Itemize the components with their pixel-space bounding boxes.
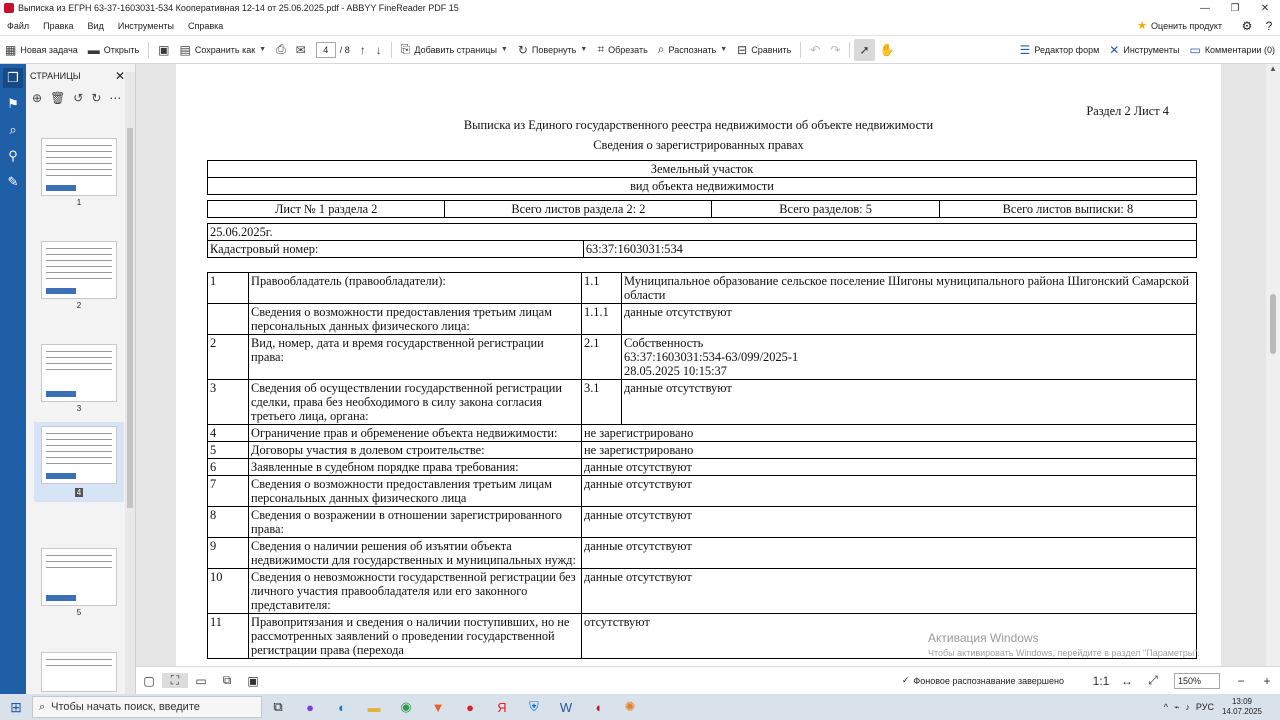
document-date: 25.06.2025г. (208, 224, 1197, 241)
volume-icon[interactable]: ♪ (1185, 702, 1190, 712)
defender-icon[interactable]: ⛨ (529, 699, 539, 714)
row-value: данные отсутствуют (622, 304, 1197, 335)
bookmarks-icon[interactable]: ⚑ (7, 96, 19, 111)
scrollbar-thumb[interactable] (1270, 294, 1276, 354)
row-value: отсутствуют (582, 614, 1197, 659)
pages-panel-tools (26, 88, 135, 108)
form-editor-button[interactable] (1015, 43, 1105, 57)
watermark-title: Активация Windows (928, 631, 1039, 645)
add-pages-label: Добавить страницы (414, 44, 497, 55)
scrollbar-thumb[interactable] (127, 128, 133, 508)
cadastral-label: Кадастровый номер: (208, 241, 584, 258)
thumbnail-number: 2 (76, 301, 82, 310)
file-explorer-icon[interactable]: ▬ (367, 699, 381, 715)
row-number: 3 (208, 380, 249, 425)
row-subnumber: 3.1 (582, 380, 622, 425)
page-thumbnail[interactable] (34, 548, 124, 617)
add-page-icon[interactable]: ⊕ (32, 91, 43, 105)
form-editor-label: Редактор форм (1034, 44, 1100, 55)
row-number: 7 (208, 476, 249, 507)
pages-panel-icon[interactable]: ❐ (3, 68, 23, 88)
page-thumbnail[interactable] (34, 138, 124, 207)
row-number: 9 (208, 538, 249, 569)
crop-label: Обрезать (608, 44, 648, 55)
app-logo-icon (4, 3, 14, 13)
redo-button[interactable] (825, 43, 845, 57)
clock-date: 14.07.2025 (1221, 707, 1262, 716)
language-indicator[interactable]: РУС (1195, 702, 1214, 712)
tools-label: Инструменты (1123, 44, 1180, 55)
page-thumbnail-current[interactable] (34, 422, 124, 502)
folder-icon: ▬ (87, 42, 100, 57)
windows-taskbar (0, 694, 1280, 720)
table-row (208, 442, 1197, 459)
recognize-button[interactable] (653, 42, 732, 57)
page-thumbnail[interactable] (34, 241, 124, 310)
compare-icon: ⊟ (737, 42, 748, 57)
row-label: Заявленные в судебном порядке права требования: (249, 459, 582, 476)
thumbnail-image (41, 426, 117, 484)
watermark-text: Чтобы активировать Windows, перейдите в раздел "Параметры". (928, 648, 1200, 658)
row-number: 5 (208, 442, 249, 459)
table-row (208, 538, 1197, 569)
row-label: Договоры участия в долевом строительстве: (249, 442, 582, 459)
help-icon[interactable]: ? (1265, 18, 1273, 33)
page-number-input[interactable]: 4 (316, 42, 336, 58)
chevron-down-icon: ▼ (500, 46, 508, 53)
row-value: Собственность 63:37:1603031:534-63/099/2025-1 28.05.2025 10:15:37 (622, 335, 1197, 380)
row-value: данные отсутствуют (582, 538, 1197, 569)
thumbnail-image (41, 241, 117, 299)
table-row (208, 335, 1197, 380)
object-type-caption: вид объекта недвижимости (208, 178, 1197, 195)
table-row (208, 476, 1197, 507)
row-subnumber: 1.1.1 (582, 304, 622, 335)
sheet-info-cell: Лист № 1 раздела 2 (208, 201, 445, 218)
table-row (208, 304, 1197, 335)
taskbar-search-placeholder: Чтобы начать поиск, введите (51, 701, 200, 713)
cadastral-table (207, 223, 1197, 258)
print-button[interactable] (271, 42, 291, 57)
start-icon[interactable]: ⊞ (10, 698, 22, 715)
word-icon[interactable]: W (559, 699, 573, 715)
row-subnumber: 2.1 (582, 335, 622, 380)
actual-size-button[interactable]: 1:1 (1092, 673, 1110, 688)
close-window-button[interactable]: ✕ (1260, 2, 1270, 14)
search-icon[interactable]: ⌕ (9, 122, 17, 137)
maximize-button[interactable]: ❐ (1230, 2, 1240, 14)
row-label: Вид, номер, дата и время государственной регистрации права: (249, 335, 582, 380)
save-as-label: Сохранить как (194, 44, 256, 55)
row-value: данные отсутствуют (582, 569, 1197, 614)
close-icon[interactable]: ✕ (114, 69, 125, 83)
chevron-down-icon: ▼ (259, 46, 267, 53)
scroll-view-icon[interactable]: ⧉ (222, 673, 232, 687)
row-label: Сведения о возможности предоставления третьим лицам персональных данных физического лица (249, 476, 582, 507)
hand-tool-button[interactable] (875, 43, 900, 57)
row-value: данные отсутствуют (582, 507, 1197, 538)
add-pages-button[interactable] (396, 42, 513, 57)
menu-view[interactable]: Вид (87, 20, 104, 31)
left-rail (0, 64, 26, 694)
row-value: не зарегистрировано (582, 425, 1197, 442)
new-task-button[interactable] (0, 43, 83, 57)
thumbnail-image (41, 548, 117, 606)
two-page-icon[interactable]: ▭ (195, 673, 207, 688)
page-thumbnail[interactable] (34, 344, 124, 413)
wrench-icon: ✕ (1109, 42, 1120, 57)
chevron-down-icon: ▼ (580, 46, 588, 53)
row-value: Муниципальное образование сельское поселение Шигоны муниципального района Шигонский Самарской области (622, 273, 1197, 304)
rotate-button[interactable] (513, 43, 592, 57)
grid-icon: ▦ (5, 42, 17, 57)
search-icon: ⌕ (39, 700, 46, 713)
redo-icon: ↷ (830, 42, 841, 57)
sheet-info-cell: Всего листов выписки: 8 (939, 201, 1196, 218)
star-icon: ★ (1137, 20, 1148, 32)
row-value: данные отсутствуют (622, 380, 1197, 425)
sheet-info-cell: Всего листов раздела 2: 2 (445, 201, 712, 218)
row-label: Сведения об осуществлении государственной регистрации сделки, права без необходимого в силу закона согласия третьего лица, органа: (249, 380, 582, 425)
table-row (208, 569, 1197, 614)
compare-button[interactable] (732, 43, 796, 57)
save-icon: ▣ (158, 42, 170, 57)
undo-icon: ↶ (810, 42, 821, 57)
previous-page-button[interactable] (355, 43, 371, 57)
row-value: не зарегистрировано (582, 442, 1197, 459)
sheet-info-cell: Всего разделов: 5 (712, 201, 939, 218)
window-titlebar (0, 0, 1280, 16)
thumbnail-image (41, 344, 117, 402)
row-number (208, 304, 249, 335)
section-label: Раздел 2 Лист 4 (1086, 104, 1169, 118)
row-label: Ограничение прав и обременение объекта недвижимости: (249, 425, 582, 442)
row-label: Сведения о невозможности государственной регистрации без личного участия правообладателя или его законного представителя: (249, 569, 582, 614)
pages-panel-title: СТРАНИЦЫ (30, 71, 81, 81)
row-number: 4 (208, 425, 249, 442)
recognition-status (902, 675, 1064, 686)
toolbar-divider (849, 42, 850, 58)
delete-icon[interactable]: 🗑 (50, 91, 66, 105)
pages-panel (26, 64, 136, 694)
fit-view-icon[interactable]: ⛶ (162, 673, 188, 688)
menu-file[interactable]: Файл (7, 20, 30, 31)
row-subnumber: 1.1 (582, 273, 622, 304)
row-label: Правообладатель (правообладатели): (249, 273, 582, 304)
row-value: данные отсутствуют (582, 459, 1197, 476)
save-as-button[interactable] (175, 43, 272, 57)
rate-product-label: Оценить продукт (1151, 20, 1222, 31)
cadastral-value: 63:37:1603031:534 (583, 241, 1196, 258)
row-number: 2 (208, 335, 249, 380)
viewer-scrollbar[interactable] (1266, 64, 1280, 666)
row-label: Правопритязания и сведения о наличии поступивших, но не рассмотренных заявлений о проведении государственной регистрации права (перехода (249, 614, 582, 659)
row-number: 8 (208, 507, 249, 538)
arrow-down-icon: ↓ (375, 42, 382, 57)
comments-label: Комментарии (0) (1204, 44, 1275, 55)
page-thumbnail[interactable] (34, 652, 124, 692)
toolbar-divider (148, 42, 149, 58)
status-bar (136, 666, 1280, 694)
open-button[interactable] (83, 43, 144, 57)
taskbar-search[interactable] (32, 696, 262, 718)
network-icon[interactable]: ⌁ (1174, 701, 1180, 712)
yandex-icon[interactable]: Я (497, 699, 507, 715)
comment-icon: ▭ (1189, 42, 1201, 57)
clock-time: 13:09 (1231, 697, 1252, 706)
system-tray (1164, 702, 1214, 713)
menu-bar (0, 16, 1280, 36)
document-viewer[interactable] (136, 64, 1266, 666)
hand-icon: ✋ (879, 42, 895, 57)
taskbar-clock[interactable] (1222, 697, 1262, 717)
pages-panel-header (26, 64, 135, 88)
rotate-icon: ↻ (517, 42, 528, 57)
toolbar-divider (391, 42, 392, 58)
select-tool-button[interactable] (854, 39, 874, 61)
presentation-icon[interactable]: ▣ (247, 673, 259, 688)
recognition-status-text: Фоновое распознавание завершено (913, 675, 1064, 686)
copilot-icon[interactable]: ● (306, 699, 314, 715)
thumbnail-image (41, 138, 117, 196)
printer-icon: ⎙ (276, 42, 286, 56)
rights-table (207, 272, 1197, 659)
finereader-icon[interactable]: ◖ (594, 699, 602, 715)
zoom-out-icon[interactable]: − (1237, 673, 1245, 688)
row-number: 10 (208, 569, 249, 614)
task-view-icon[interactable]: ⧉ (273, 699, 283, 714)
attachments-icon[interactable]: ⚲ (8, 148, 18, 163)
sheet-info-table (207, 200, 1197, 218)
table-row (208, 273, 1197, 304)
rotate-label: Повернуть (531, 44, 577, 55)
row-label: Сведения о возражении в отношении зарегистрированного права: (249, 507, 582, 538)
menu-tools[interactable]: Инструменты (117, 20, 174, 31)
page-navigator (311, 42, 355, 58)
next-page-button[interactable] (371, 43, 387, 57)
page-view-icon[interactable]: ▢ (143, 673, 155, 688)
tools-button[interactable] (1104, 43, 1184, 57)
thumbnail-number: 3 (76, 404, 82, 413)
envelope-icon: ✉ (295, 42, 306, 57)
fit-width-icon[interactable]: ↔ (1121, 673, 1133, 688)
email-button[interactable] (291, 43, 311, 57)
signatures-icon[interactable]: ✎ (7, 174, 19, 189)
crop-icon: ⌗ (597, 42, 605, 56)
fit-page-icon[interactable]: ⤢ (1148, 673, 1158, 687)
crop-button[interactable] (592, 42, 652, 57)
brave-icon[interactable]: ▼ (431, 699, 445, 715)
comments-button[interactable] (1184, 43, 1280, 57)
chrome-icon[interactable]: ◉ (400, 699, 412, 714)
chevron-down-icon: ▼ (720, 46, 728, 53)
object-type: Земельный участок (208, 161, 1197, 178)
table-row (208, 425, 1197, 442)
new-task-label: Новая задача (20, 44, 78, 55)
recognize-label: Распознать (668, 44, 717, 55)
recognize-icon: ⌕ (657, 42, 665, 56)
settings-gear-icon[interactable]: ⚙ (1241, 18, 1253, 33)
zoom-select[interactable]: 150% (1174, 673, 1220, 689)
undo-button[interactable] (805, 43, 825, 57)
document-title: Выписка из Единого государственного реестра недвижимости об объекте недвижимости (463, 118, 934, 132)
scroll-up-icon[interactable]: ▲ (1269, 64, 1277, 73)
rate-product-button[interactable] (1137, 19, 1222, 32)
compare-label: Сравнить (751, 44, 792, 55)
document-subtitle: Сведения о зарегистрированных правах (593, 138, 804, 152)
row-number: 11 (208, 614, 249, 659)
row-label: Сведения о возможности предоставления третьим лицам персональных данных физического лица: (249, 304, 582, 335)
menu-help[interactable]: Справка (187, 20, 224, 31)
open-label: Открыть (103, 44, 140, 55)
row-number: 1 (208, 273, 249, 304)
cursor-icon: ➚ (859, 42, 870, 57)
windows-activation-watermark (928, 631, 1200, 658)
page-total: / 8 (339, 44, 350, 55)
minimize-button[interactable]: — (1200, 2, 1210, 14)
rotate-right-icon[interactable]: ↻ (91, 91, 102, 105)
menu-edit[interactable]: Правка (43, 20, 74, 31)
object-type-table (207, 160, 1197, 195)
table-row (208, 507, 1197, 538)
pages-panel-scrollbar[interactable] (125, 72, 135, 694)
toolbar-divider (800, 42, 801, 58)
edge-icon[interactable]: ◐ (338, 699, 346, 715)
zoom-in-icon[interactable]: + (1263, 673, 1271, 688)
yandex-browser-icon[interactable]: ● (466, 699, 474, 715)
table-row (208, 459, 1197, 476)
form-editor-icon: ☰ (1019, 42, 1031, 57)
add-page-icon: ⎘ (400, 42, 411, 56)
save-button[interactable] (153, 43, 174, 57)
more-icon[interactable]: ⋯ (109, 91, 122, 105)
rotate-left-icon[interactable]: ↺ (73, 91, 84, 105)
arrow-up-icon: ↑ (359, 42, 366, 57)
thumbnail-image (41, 652, 117, 692)
table-row (208, 380, 1197, 425)
check-icon: ✓ (901, 675, 910, 685)
row-value: данные отсутствуют (582, 476, 1197, 507)
row-number: 6 (208, 459, 249, 476)
save-as-icon: ▤ (179, 42, 191, 57)
main-toolbar (0, 36, 1280, 64)
document-page (176, 64, 1221, 666)
app-icon[interactable]: ✺ (624, 699, 636, 714)
tray-chevron-icon[interactable]: ^ (1163, 702, 1168, 712)
thumbnail-number: 1 (76, 198, 82, 207)
thumbnail-number: 4 (76, 488, 82, 497)
row-label: Сведения о наличии решения об изъятии объекта недвижимости для государственных и муниципальных нужд: (249, 538, 582, 569)
window-title: Выписка из ЕГРН 63-37-1603031-534 Кооперативная 12-14 от 25.06.2025.pdf - ABBYY FineReader PDF 15 (18, 3, 459, 13)
thumbnail-number: 5 (76, 608, 82, 617)
